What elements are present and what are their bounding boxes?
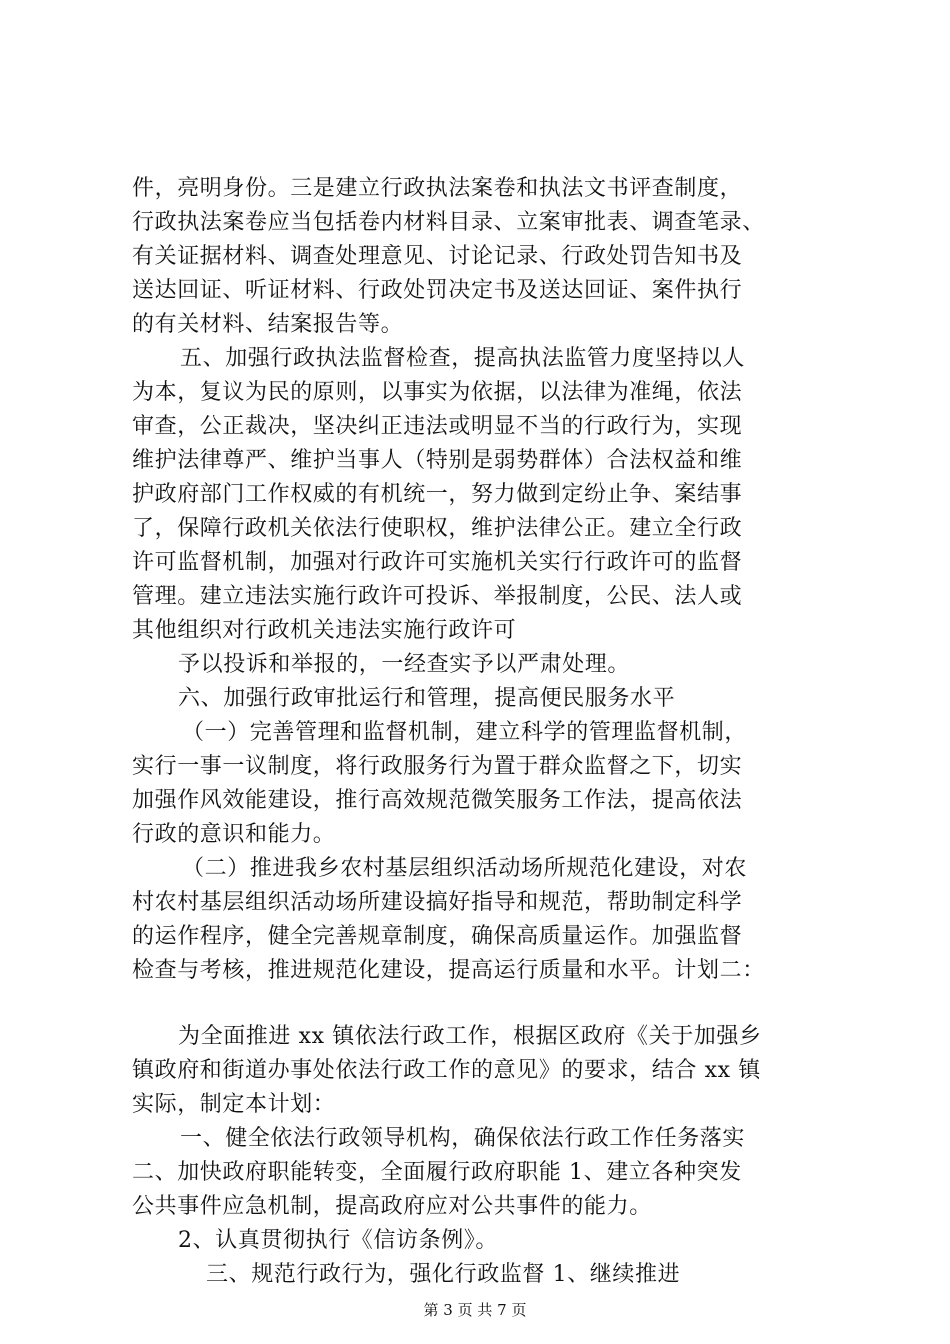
text-line: 予以投诉和举报的，一经查实予以严肃处理。 <box>178 652 631 677</box>
text-line: 实行一事一议制度，将行政服务行为置于群众监督之下，切实 <box>132 754 743 779</box>
text-line: 其他组织对行政机关违法实施行政许可 <box>132 618 517 643</box>
text-line: 2、认真贯彻执行《信访条例》。 <box>178 1228 498 1253</box>
text-line: 为本，复议为民的原则，以事实为依据，以法律为准绳，依法 <box>132 380 743 405</box>
subsection-line: （一）完善管理和监督机制，建立科学的管理监督机制， <box>182 720 748 745</box>
text-line: 行政执法案卷应当包括卷内材料目录、立案审批表、调查笔录、 <box>132 210 765 235</box>
text-line: 护政府部门工作权威的有机统一，努力做到定纷止争、案结事 <box>132 482 743 507</box>
text-line: 维护法律尊严、维护当事人（特别是弱势群体）合法权益和维 <box>132 448 743 473</box>
text-line: 镇政府和街道办事处依法行政工作的意见》的要求，结合 xx 镇 <box>132 1058 761 1083</box>
text-line: 有关证据材料、调查处理意见、讨论记录、行政处罚告知书及 <box>132 244 743 269</box>
text-line: 二、加快政府职能转变，全面履行政府职能 1、建立各种突发 <box>132 1160 742 1185</box>
subsection-line: （二）推进我乡农村基层组织活动场所规范化建设，对农 <box>182 856 748 881</box>
text-line: 行政的意识和能力。 <box>132 822 336 847</box>
text-line: 一、健全依法行政领导机构，确保依法行政工作任务落实 <box>180 1126 746 1151</box>
text-line: 了，保障行政机关依法行使职权，维护法律公正。建立全行政 <box>132 516 743 541</box>
page-number-footer: 第 3 页 共 7 页 <box>423 1301 527 1319</box>
text-line: 公共事件应急机制，提高政府应对公共事件的能力。 <box>132 1194 652 1219</box>
text-line: 送达回证、听证材料、行政处罚决定书及送达回证、案件执行 <box>132 278 743 303</box>
text-line: 件，亮明身份。三是建立行政执法案卷和执法文书评查制度， <box>132 176 743 201</box>
text-line: 审查，公正裁决，坚决纠正违法或明显不当的行政行为，实现 <box>132 414 743 439</box>
text-line: 的有关材料、结案报告等。 <box>132 312 404 337</box>
text-line: 许可监督机制，加强对行政许可实施机关实行行政许可的监督 <box>132 550 743 575</box>
paragraph-heading: 五、加强行政执法监督检查，提高执法监管力度坚持以人 <box>180 346 746 371</box>
text-line: 加强作风效能建设，推行高效规范微笑服务工作法，提高依法 <box>132 788 743 813</box>
text-line: 村农村基层组织活动场所建设搞好指导和规范，帮助制定科学 <box>132 890 743 915</box>
text-line: 三、规范行政行为，强化行政监督 1、继续推进 <box>206 1262 681 1287</box>
text-line: 管理。建立违法实施行政许可投诉、举报制度，公民、法人或 <box>132 584 743 609</box>
section-heading: 六、加强行政审批运行和管理，提高便民服务水平 <box>178 686 676 711</box>
text-line: 实际，制定本计划： <box>132 1092 336 1117</box>
text-line: 的运作程序，健全完善规章制度，确保高质量运作。加强监督 <box>132 924 743 949</box>
text-line: 为全面推进 xx 镇依法行政工作，根据区政府《关于加强乡 <box>178 1024 762 1049</box>
text-line: 检查与考核，推进规范化建设，提高运行质量和水平。计划二： <box>132 958 765 983</box>
